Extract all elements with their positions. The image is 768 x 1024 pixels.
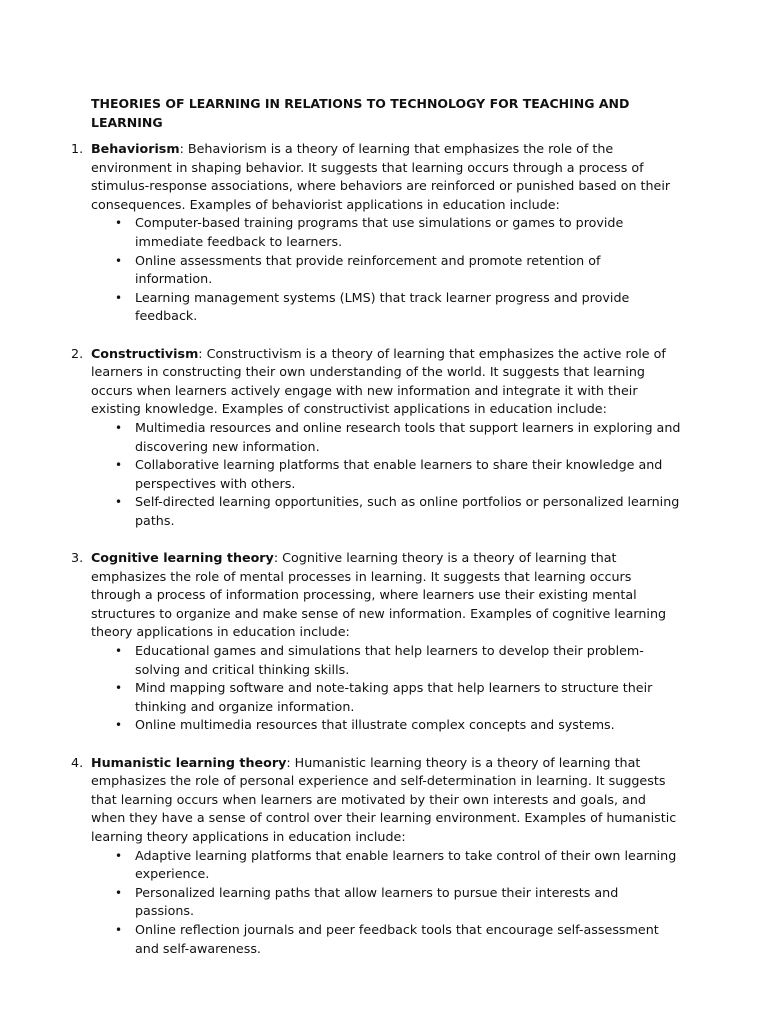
theory-paragraph [91,345,681,419]
theory-number: 4. [71,754,84,770]
theory-item [71,549,681,735]
example-text: Adaptive learning platforms that enable learners to take control of their own learning experience. [135,847,677,882]
example-item [115,679,681,716]
bullet-icon: • [115,922,123,937]
theory-name: Humanistic learning theory [91,754,287,770]
example-text: Collaborative learning platforms that enable learners to share their knowledge and perspectives with others. [135,457,663,491]
theory-paragraph [91,754,681,847]
theory-description: : Constructivism is a theory of learning that emphasizes the active role of learners in constructing their own understanding of the world. It suggests that learning occurs when learners actively engage with new information and integrate it with their existing knowledge. Examples of constructivist applications in education include: [91,345,666,417]
example-item [115,921,681,958]
theory-name: Cognitive learning theory [91,550,274,566]
example-text: Online multimedia resources that illustrate complex concepts and systems. [135,717,615,733]
example-item [115,884,681,921]
bullet-icon: • [115,495,123,510]
example-item [115,419,681,456]
bullet-icon: • [115,848,123,863]
theory-description: : Behaviorism is a theory of learning that emphasizes the role of the environment in shaping behavior. It suggests that learning occurs through a process of stimulus-response associations, where behaviors are reinforced or punished based on their consequences. Examples of behaviorist applications in education include: [91,141,671,212]
example-text: Educational games and simulations that help learners to develop their problem-solving and critical thinking skills. [135,643,644,677]
example-text: Mind mapping software and note-taking apps that help learners to structure their thinking and organize information. [135,680,653,714]
example-text: Personalized learning paths that allow learners to pursue their interests and passions. [135,884,619,919]
example-text: Computer-based training programs that use simulations or games to provide immediate feedback to learners. [135,215,624,249]
theory-name: Constructivism [91,345,199,361]
example-list [91,419,681,531]
theory-item [71,345,681,531]
example-list [91,214,681,326]
example-item [115,252,681,289]
bullet-icon: • [115,681,123,696]
bullet-icon: • [115,885,123,900]
example-list [91,642,681,735]
example-text: Online assessments that provide reinforcement and promote retention of information. [135,252,601,287]
theory-description: : Humanistic learning theory is a theory of learning that emphasizes the role of personal experience and self-determination in learning. It suggests that learning occurs when learners are motivated by their own interests and goals, and when they have a sense of control over their learning environment. Examples of humanistic learning theory applications in education include: [91,754,677,844]
document-title: THEORIES OF LEARNING IN RELATIONS TO TECHNOLOGY FOR TEACHING AND LEARNING [91,96,630,130]
example-item [115,716,681,735]
theory-number: 1. [71,141,84,156]
bullet-icon: • [115,290,123,305]
theory-description: : Cognitive learning theory is a theory of learning that emphasizes the role of mental processes in learning. It suggests that learning occurs through a process of information processing, where learners use their existing mental structures to organize and make sense of new information. Examples of cognitive learning theory applications in education include: [91,550,667,640]
theory-number: 2. [71,345,84,361]
theory-item [71,754,681,959]
bullet-icon: • [115,253,123,268]
theory-paragraph [91,140,681,214]
bullet-icon: • [115,718,123,733]
theory-item [71,140,681,326]
example-text: Learning management systems (LMS) that track learner progress and provide feedback. [135,289,630,324]
bullet-icon: • [115,458,123,473]
bullet-icon: • [115,644,123,659]
bullet-icon: • [115,420,123,435]
example-item [115,289,681,326]
theory-list [71,140,681,977]
theory-number: 3. [71,550,84,566]
example-item [115,214,681,251]
example-text: Multimedia resources and online research tools that support learners in exploring and discovering new information. [135,419,681,454]
theory-paragraph [91,549,681,642]
example-item [115,456,681,493]
example-item [115,642,681,679]
example-item [115,493,681,530]
example-item [115,847,681,884]
bullet-icon: • [115,216,123,231]
example-text: Online reflection journals and peer feedback tools that encourage self-assessment and self-awareness. [135,921,659,956]
theory-name: Behaviorism [91,141,180,156]
example-list [91,847,681,959]
example-text: Self-directed learning opportunities, such as online portfolios or personalized learning paths. [135,494,680,528]
